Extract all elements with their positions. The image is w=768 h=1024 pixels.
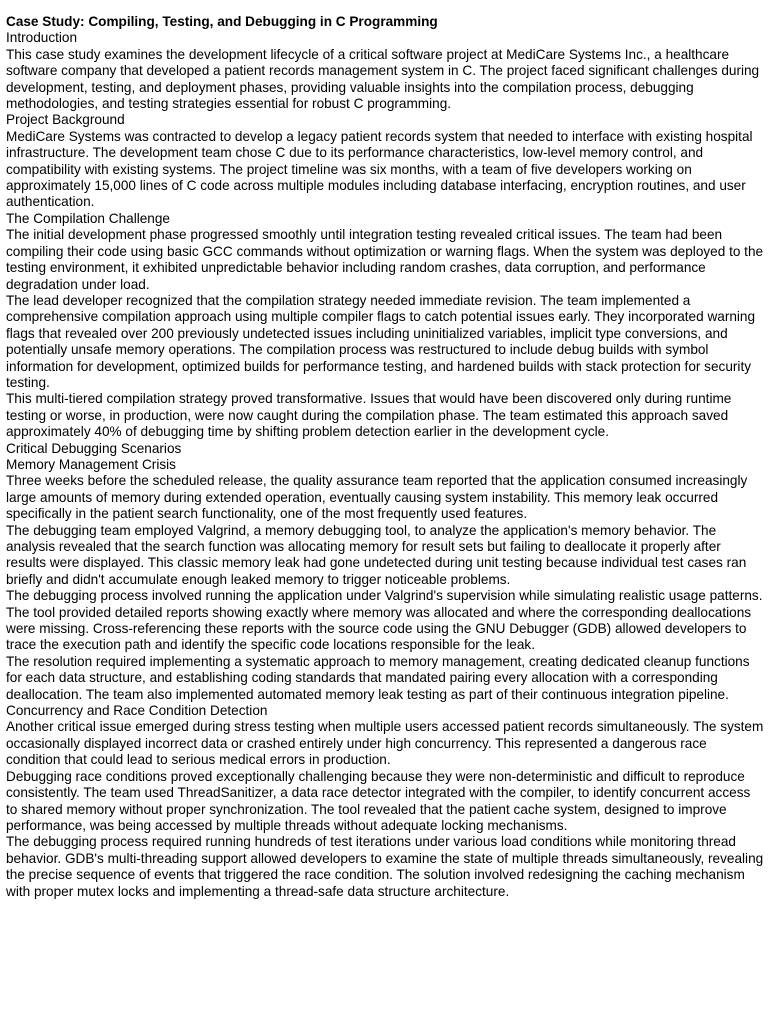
section-heading: Critical Debugging Scenarios — [6, 440, 182, 456]
document — [6, 14, 764, 900]
paragraph: The initial development phase progressed smoothly until integration testing revealed critical issues. The team had been compiling their code using basic GCC commands without optimization or warning flags. When the system was deployed to the testing environment, it exhibited unpredictable behavior including random crashes, data corruption, and performance degradation under load. — [6, 227, 764, 292]
paragraph: This case study examines the development lifecycle of a critical software project at MediCare Systems Inc., a healthcare software company that developed a patient records management system in C. The project faced significant challenges during development, testing, and deployment phases, providing valuable insights into the compilation process, debugging methodologies, and testing strategies essential for robust C programming. — [6, 46, 760, 112]
paragraph: The resolution required implementing a systematic approach to memory management, creating dedicated cleanup functions for each data structure, and establishing coding standards that mandated pairing every allocation with a corresponding deallocation. The team also implemented automated memory leak testing as part of their continuous integration pipeline. — [6, 653, 750, 702]
paragraph: Three weeks before the scheduled release, the quality assurance team reported that the application consumed increasingly large amounts of memory during extended operation, eventually causing system instability. This memory leak occurred specifically in the patient search functionality, one of the most frequently used features. — [6, 473, 748, 522]
section-compilation-challenge — [6, 211, 764, 441]
paragraph: The debugging process required running hundreds of test iterations under various load conditions while monitoring thread behavior. GDB's multi-threading support allowed developers to examine the state of multiple threads simultaneously, revealing the precise sequence of events that triggered the race condition. The solution involved redesigning the caching mechanism with proper mutex locks and implementing a thread-safe data structure architecture. — [6, 834, 764, 899]
paragraph: The debugging process involved running the application under Valgrind's supervision while simulating realistic usage patterns. The tool provided detailed reports showing exactly where memory was allocated and where the corresponding deallocations were missing. Cross-referencing these reports with the source code using the GNU Debugger (GDB) allowed developers to trace the execution path and identify the specific code locations responsible for the leak. — [6, 588, 763, 653]
paragraph: This multi-tiered compilation strategy proved transformative. Issues that would have been discovered only during runtime testing or worse, in production, were now caught during the compilation phase. The team estimated this approach saved approximately 40% of debugging time by shifting problem detection earlier in the development cycle. — [6, 391, 732, 440]
paragraph: The debugging team employed Valgrind, a memory debugging tool, to analyze the application's memory behavior. The analysis revealed that the search function was allocating memory for result sets but failing to deallocate it properly after results were displayed. This classic memory leak had gone undetected during unit testing because individual test cases ran briefly and didn't accumulate enough leaked memory to trigger noticeable problems. — [6, 522, 747, 587]
paragraph: Another critical issue emerged during stress testing when multiple users accessed patient records simultaneously. The system occasionally displayed incorrect data or crashed entirely under high concurrency. This represented a dangerous race condition that could lead to serious medical errors in production. — [6, 719, 764, 768]
section-concurrency-race-condition — [6, 703, 764, 900]
section-subheading: Concurrency and Race Condition Detection — [6, 703, 268, 719]
section-memory-management-crisis — [6, 457, 764, 703]
paragraph: MediCare Systems was contracted to develop a legacy patient records system that needed to interface with existing hospital infrastructure. The development team chose C due to its performance characteristics, low-level memory control, and compatibility with existing systems. The project timeline was six months, with a team of five developers working on approximately 15,000 lines of C code across multiple modules including database interfacing, encryption routines, and user authentication. — [6, 128, 753, 210]
paragraph: Debugging race conditions proved exceptionally challenging because they were non-deterministic and difficult to reproduce consistently. The team used ThreadSanitizer, a data race detector integrated with the compiler, to identify concurrent access to shared memory without proper synchronization. The tool revealed that the patient cache system, designed to improve performance, was being accessed by multiple threads without adequate locking mechanisms. — [6, 768, 751, 833]
section-heading: Project Background — [6, 112, 125, 128]
section-project-background — [6, 112, 764, 210]
section-introduction — [6, 30, 764, 112]
section-heading: Introduction — [6, 30, 78, 46]
document-title: Case Study: Compiling, Testing, and Debugging in C Programming — [6, 14, 438, 29]
paragraph: The lead developer recognized that the compilation strategy needed immediate revision. The team implemented a comprehensive compilation approach using multiple compiler flags to catch potential issues early. They incorporated warning flags that revealed over 200 previously undetected issues including uninitialized variables, implicit type conversions, and potentially unsafe memory operations. The compilation process was restructured to include debug builds with symbol information for development, optimized builds for performance testing, and hardened builds with stack protection for security testing. — [6, 292, 756, 390]
section-subheading: Memory Management Crisis — [6, 456, 176, 472]
section-heading: The Compilation Challenge — [6, 210, 170, 226]
section-critical-debugging-scenarios — [6, 441, 764, 457]
